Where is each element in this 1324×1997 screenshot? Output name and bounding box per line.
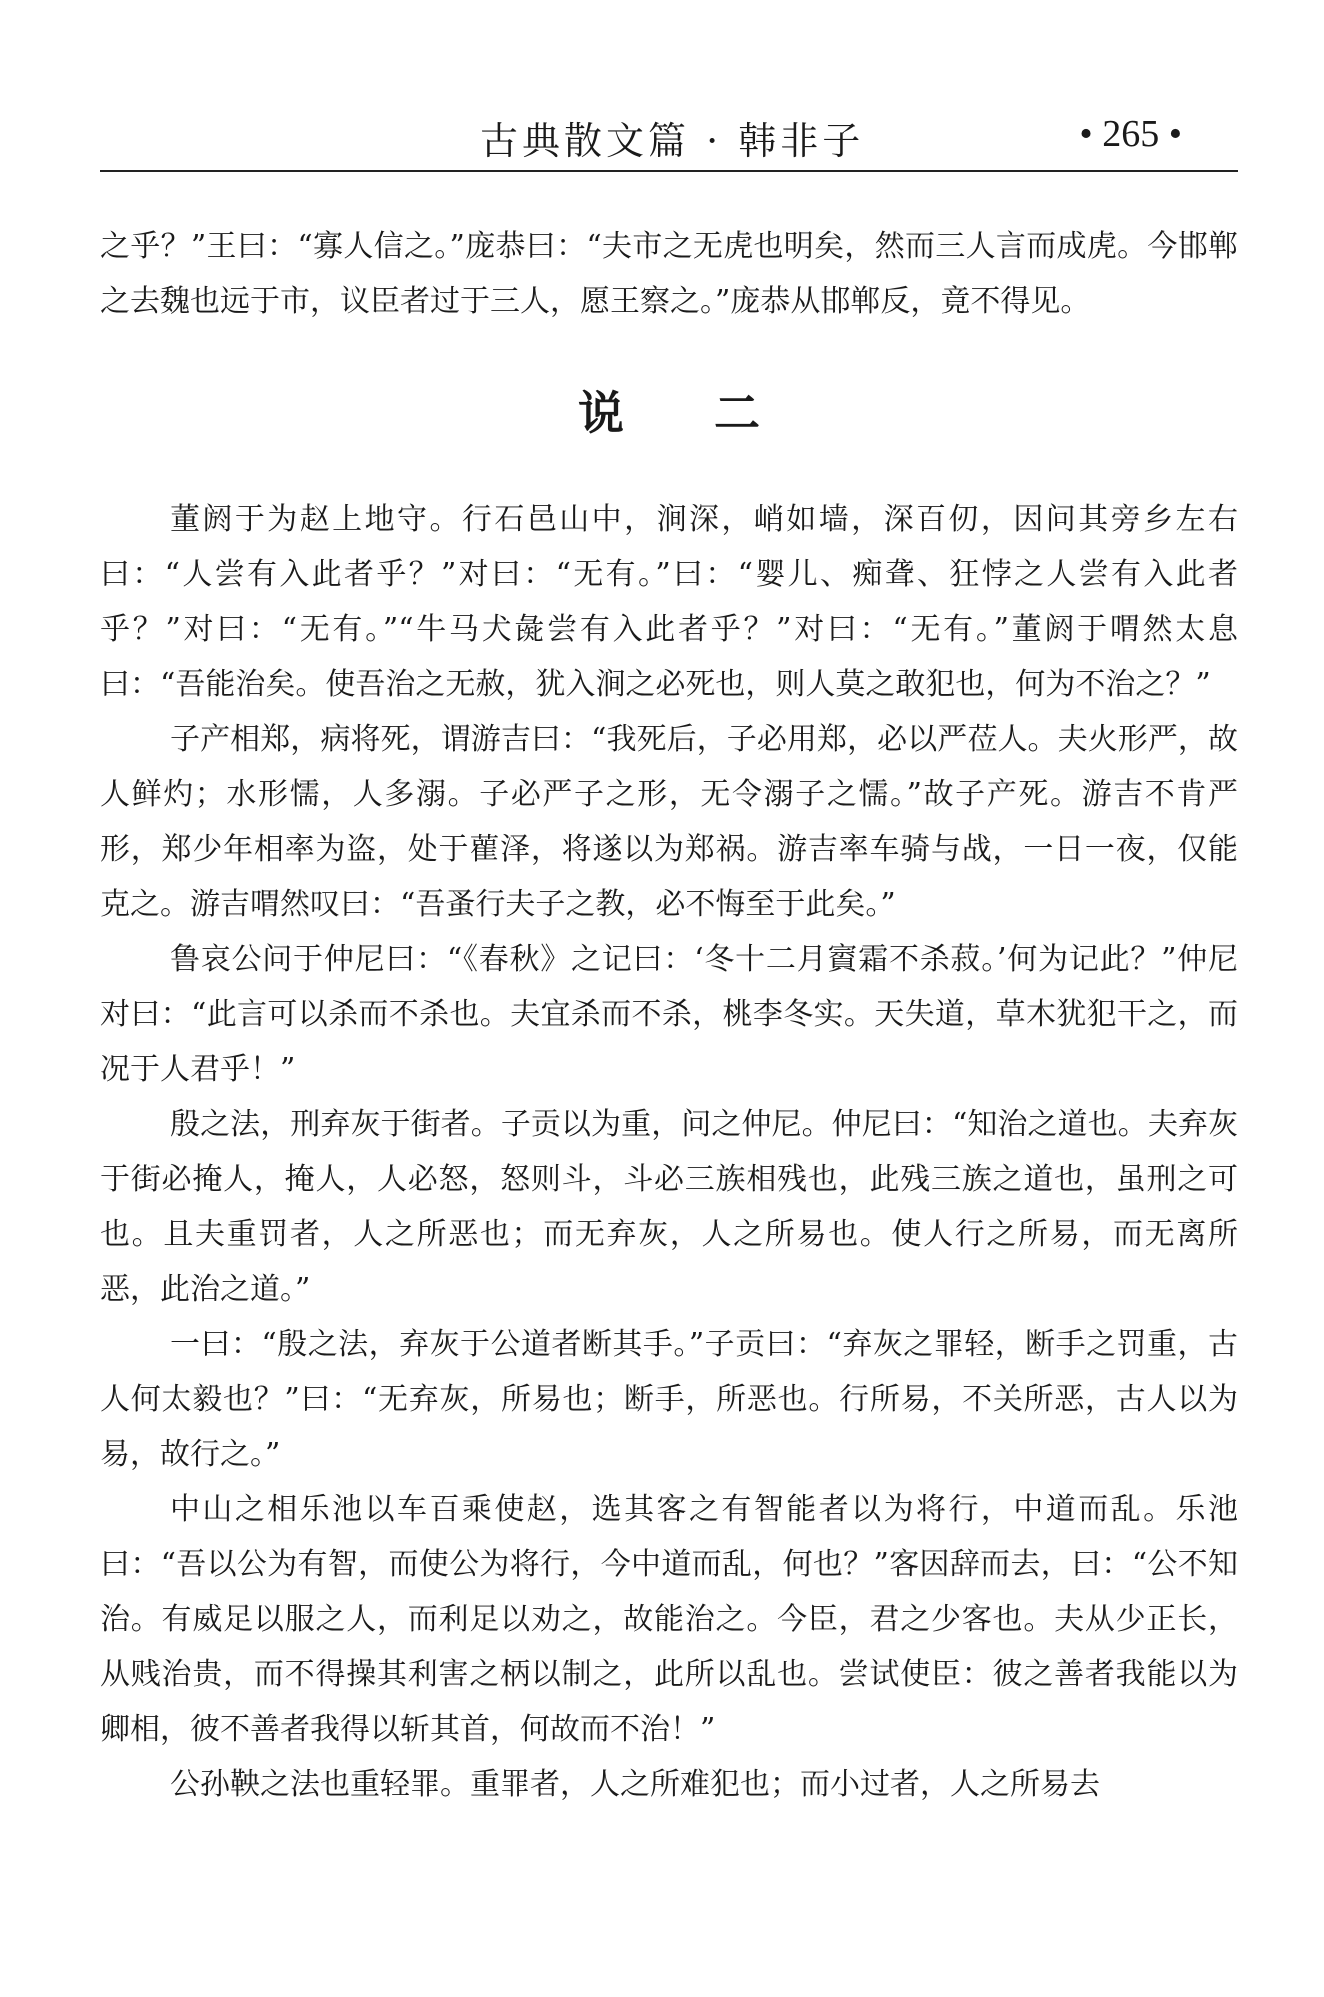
section-title-part2: 二 [714, 386, 760, 440]
paragraph: 公孙鞅之法也重轻罪。重罪者，人之所难犯也；而小过者，人之所易去 [170, 1767, 1100, 1802]
book-page [100, 0, 1238, 1812]
page-header [100, 0, 1238, 172]
paragraph: 殷之法，刑弃灰于街者。子贡以为重，问之仲尼。仲尼曰：“知治之道也。夫弃灰于街必掩人，掩人，人必怒，怒则斗，斗必三族相残也，此残三族之道也，虽刑之可也。且夫重罚者，人之所恶也；而无弃灰，人之所易也。使人行之所易，而无离所恶，此治之道。” [100, 1107, 1238, 1307]
running-title: 古典散文篇 · 韩非子 [480, 119, 865, 163]
paragraph: 董阏于为赵上地守。行石邑山中，涧深，峭如墙，深百仞，因问其旁乡左右曰：“人尝有入此者乎？”对曰：“无有。”曰：“婴儿、痴聋、狂悖之人尝有入此者乎？”对曰：“无有。”“牛马犬彘尝有入此者乎？”对曰：“无有。”董阏于喟然太息曰：“吾能治矣。使吾治之无赦，犹入涧之必死也，则人莫之敢犯也，何为不治之？” [100, 502, 1238, 702]
section-title [100, 384, 1238, 442]
paragraph: 中山之相乐池以车百乘使赵，选其客之有智能者以为将行，中道而乱。乐池曰：“吾以公为有智，而使公为将行，今中道而乱，何也？”客因辞而去，曰：“公不知治。有威足以服之人，而利足以劝之，故能治之。今臣，君之少客也。夫从少正长，从贱治贵，而不得操其利害之柄以制之，此所以乱也。尝试使臣：彼之善者我能以为卿相，彼不善者我得以斩其首，何故而不治！” [100, 1492, 1238, 1747]
section-title-part1: 说 [578, 386, 624, 440]
intro-paragraph: 之乎？”王曰：“寡人信之。”庞恭曰：“夫市之无虎也明矣，然而三人言而成虎。今邯郸之去魏也远于市，议臣者过于三人，愿王察之。”庞恭从邯郸反，竟不得见。 [100, 229, 1238, 319]
paragraph: 子产相郑，病将死，谓游吉曰：“我死后，子必用郑，必以严莅人。夫火形严，故人鲜灼；水形懦，人多溺。子必严子之形，无令溺子之懦。”故子产死。游吉不肯严形，郑少年相率为盗，处于雚泽，将遂以为郑祸。游吉率车骑与战，一日一夜，仅能克之。游吉喟然叹曰：“吾蚤行夫子之教，必不悔至于此矣。” [100, 722, 1238, 922]
paragraph: 鲁哀公问于仲尼曰：“《春秋》之记曰：‘冬十二月賨霜不杀菽。’何为记此？”仲尼对曰：“此言可以杀而不杀也。夫宜杀而不杀，桃李冬实。天失道，草木犹犯干之，而况于人君乎！” [100, 942, 1238, 1087]
paragraph: 一曰：“殷之法，弃灰于公道者断其手。”子贡曰：“弃灰之罪轻，断手之罚重，古人何太毅也？”曰：“无弃灰，所易也；断手，所恶也。行所易，不关所恶，古人以为易，故行之。” [100, 1327, 1238, 1472]
page-number: • 265 • [1079, 113, 1182, 155]
header-rule [100, 170, 1238, 172]
